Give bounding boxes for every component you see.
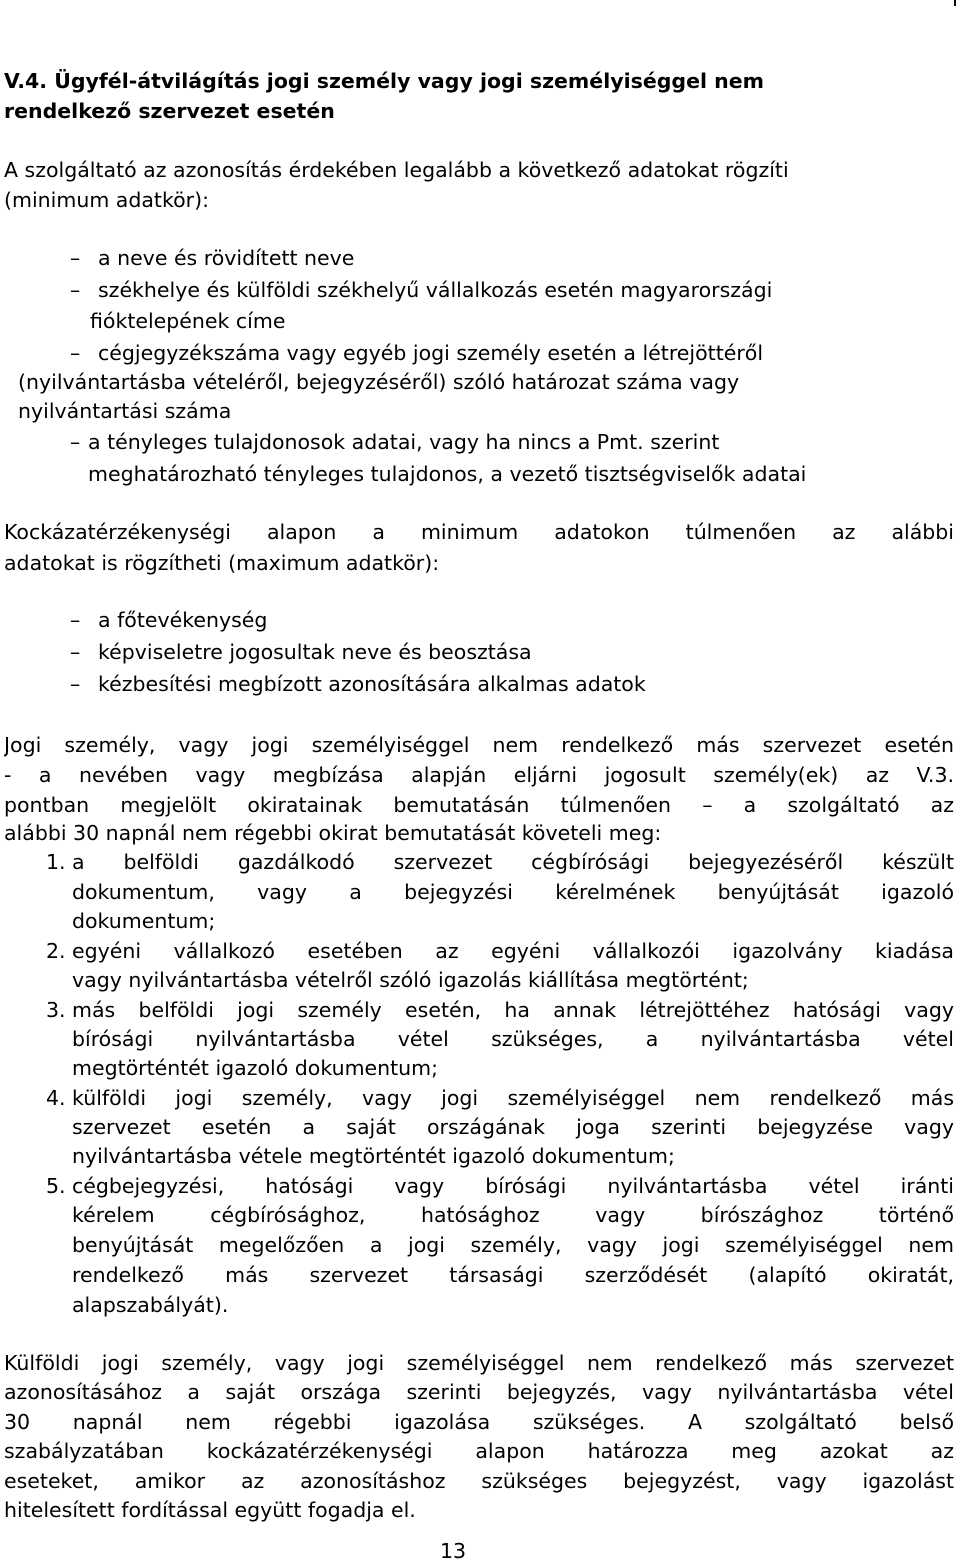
legal-entity-line-4: alábbi 30 napnál nem régebbi okirat bemutatását követeli meg:: [4, 821, 662, 845]
foreign-line-5: eseteket, amikor az azonosításhoz szükséges bejegyzést, vagy igazolást: [4, 1469, 954, 1493]
dash-bullet: –: [70, 608, 81, 632]
numbered-item-5-line-5: alapszabályát).: [72, 1293, 229, 1317]
numbered-item-3-line-1: más belföldi jogi személy esetén, ha annak létrejöttéhez hatósági vagy: [72, 998, 954, 1022]
numbered-item-3-line-2: bírósági nyilvántartásba vétel szükséges, a nyilvántartásba vétel: [72, 1027, 954, 1051]
min-item-name: a neve és rövidített neve: [98, 246, 355, 270]
min-item-seat: székhelye és külföldi székhelyű vállalkozás esetén magyarországi: [98, 278, 773, 302]
numbered-item-1-line-2: dokumentum, vagy a bejegyzési kérelmének benyújtását igazoló: [72, 880, 954, 904]
numbered-item-4-line-1: külföldi jogi személy, vagy jogi személyiséggel nem rendelkező más: [72, 1086, 954, 1110]
numbered-item-4-line-2: szervezet esetén a saját országának joga szerinti bejegyzése vagy: [72, 1115, 954, 1139]
list-number: 1.: [46, 850, 66, 874]
dash-bullet: –: [70, 341, 81, 365]
risk-line-2: adatokat is rögzítheti (maximum adatkör):: [4, 551, 440, 575]
min-item-owners: a tényleges tulajdonosok adatai, vagy ha nincs a Pmt. szerint: [88, 430, 720, 454]
max-item-representatives: képviseletre jogosultak neve és beosztása: [98, 640, 532, 664]
numbered-item-4-line-3: nyilvántartásba vétele megtörténtét igazoló dokumentum;: [72, 1144, 675, 1168]
foreign-line-6: hitelesített fordítással együtt fogadja el.: [4, 1498, 416, 1522]
dash-bullet: –: [70, 246, 81, 270]
min-item-regnum-cont-2: nyilvántartási száma: [18, 399, 232, 423]
legal-entity-line-1: Jogi személy, vagy jogi személyiséggel nem rendelkező más szervezet esetén: [4, 733, 954, 757]
dash-bullet: –: [70, 430, 81, 454]
numbered-item-2-line-2: vagy nyilvántartásba vételről szóló igazolás kiállítása megtörtént;: [72, 968, 749, 992]
numbered-item-1-line-1: a belföldi gazdálkodó szervezet cégbírósági bejegyezéséről készült: [72, 850, 954, 874]
intro-line-1: A szolgáltató az azonosítás érdekében legalább a következő adatokat rögzíti: [4, 158, 789, 182]
risk-line-1: Kockázatérzékenységi alapon a minimum adatokon túlmenően az alábbi: [4, 520, 954, 544]
legal-entity-line-3: pontban megjelölt okiratainak bemutatásán túlmenően – a szolgáltató az: [4, 793, 954, 817]
numbered-item-5-line-3: benyújtását megelőzően a jogi személy, vagy jogi személyiséggel nem: [72, 1233, 954, 1257]
corner-mark: [954, 0, 956, 6]
list-number: 4.: [46, 1086, 66, 1110]
numbered-item-5-line-4: rendelkező más szervezet társasági szerződését (alapító okiratát,: [72, 1263, 954, 1287]
numbered-item-5-line-1: cégbejegyzési, hatósági vagy bírósági nyilvántartásba vétel iránti: [72, 1174, 954, 1198]
list-number: 5.: [46, 1174, 66, 1198]
dash-bullet: –: [70, 278, 81, 302]
foreign-line-1: Külföldi jogi személy, vagy jogi személyiséggel nem rendelkező más szervezet: [4, 1351, 954, 1375]
foreign-line-2: azonosításához a saját országa szerinti bejegyzés, vagy nyilvántartásba vétel: [4, 1380, 954, 1404]
legal-entity-line-2: - a nevében vagy megbízása alapján eljárni jogosult személy(ek) az V.3.: [4, 763, 954, 787]
foreign-line-3: 30 napnál nem régebbi igazolása szükséges. A szolgáltató belső: [4, 1410, 954, 1434]
numbered-item-2-line-1: egyéni vállalkozó esetében az egyéni vállalkozói igazolvány kiadása: [72, 939, 954, 963]
list-number: 2.: [46, 939, 66, 963]
max-item-delivery-agent: kézbesítési megbízott azonosítására alkalmas adatok: [98, 672, 646, 696]
section-heading-line-1: V.4. Ügyfél-átvilágítás jogi személy vagy jogi személyiséggel nem: [4, 69, 764, 93]
dash-bullet: –: [70, 640, 81, 664]
numbered-item-5-line-2: kérelem cégbírósághoz, hatósághoz vagy bírószághoz történő: [72, 1203, 954, 1227]
min-item-owners-cont: meghatározható tényleges tulajdonos, a vezető tisztségviselők adatai: [88, 462, 807, 486]
numbered-item-3-line-3: megtörténtét igazoló dokumentum;: [72, 1056, 439, 1080]
foreign-line-4: szabályzatában kockázatérzékenységi alapon határozza meg azokat az: [4, 1439, 954, 1463]
min-item-regnum-cont-1: (nyilvántartásba vételéről, bejegyzéséről) szóló határozat száma vagy: [18, 370, 740, 394]
max-item-activity: a főtevékenység: [98, 608, 268, 632]
dash-bullet: –: [70, 672, 81, 696]
min-item-regnum: cégjegyzékszáma vagy egyéb jogi személy esetén a létrejöttéről: [98, 341, 764, 365]
intro-line-2: (minimum adatkör):: [4, 188, 209, 212]
numbered-item-1-line-3: dokumentum;: [72, 909, 216, 933]
page-number: 13: [440, 1539, 467, 1563]
section-heading-line-2: rendelkező szervezet esetén: [4, 99, 335, 123]
list-number: 3.: [46, 998, 66, 1022]
min-item-seat-cont: fióktelepének címe: [90, 309, 286, 333]
